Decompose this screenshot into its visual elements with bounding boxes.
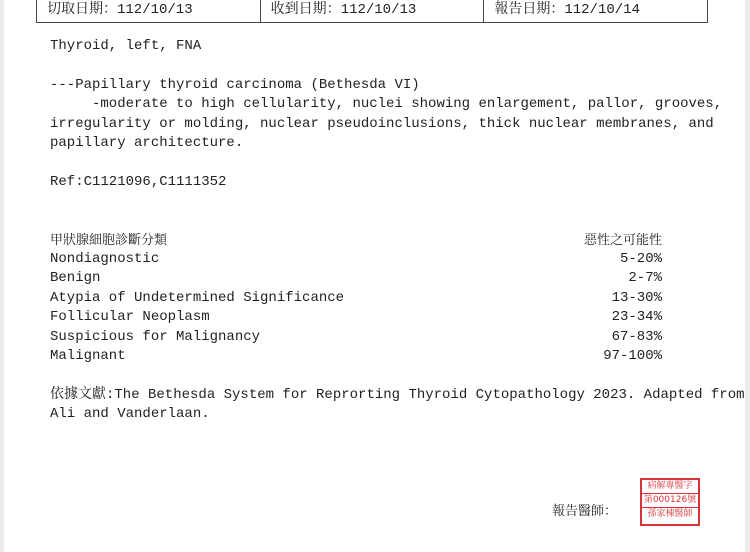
received-date: 收到日期：112/10/13 (261, 0, 485, 22)
date-header-table (36, 0, 708, 23)
category: Nondiagnostic (50, 251, 160, 267)
risk: 2-7% (628, 270, 662, 286)
category: Benign (50, 270, 101, 286)
risk: 97-100% (603, 348, 662, 364)
category: Follicular Neoplasm (50, 309, 210, 325)
category: Atypia of Undetermined Significance (50, 290, 345, 306)
reference-line: Ali and Vanderlaan. (50, 406, 210, 422)
stamp-line: 病解專醫字 (642, 480, 698, 494)
stamp-line: 孫家棟醫師 (647, 509, 693, 519)
description-line: irregularity or molding, nuclear pseudoinclusions, thick nuclear membranes, and (50, 116, 714, 132)
category: Malignant (50, 348, 126, 364)
table-header-category: 甲狀腺細胞診斷分類 (50, 233, 168, 248)
page-edge-left (0, 0, 4, 552)
risk: 5-20% (619, 251, 662, 267)
ref-numbers: Ref:C1121096,C1111352 (50, 174, 227, 190)
risk: 67-83% (611, 329, 662, 345)
page-edge-right (745, 0, 750, 552)
diagnosis: ---Papillary thyroid carcinoma (Bethesda VI) (50, 77, 420, 93)
cut-date: 切取日期：112/10/13 (37, 0, 261, 22)
signature-label: 報告醫師： (552, 504, 618, 519)
doctor-seal-stamp (640, 478, 700, 526)
category: Suspicious for Malignancy (50, 329, 261, 345)
description-line: -moderate to high cellularity, nuclei showing enlargement, pallor, grooves, (50, 96, 723, 112)
risk: 13-30% (611, 290, 662, 306)
reference-line: 依據文獻:The Bethesda System for Reprorting Thyroid Cytopathology 2023. Adapted from (50, 387, 745, 403)
specimen: Thyroid, left, FNA (50, 38, 202, 54)
risk: 23-34% (611, 309, 662, 325)
report-date: 報告日期：112/10/14 (494, 2, 640, 18)
description-line: papillary architecture. (50, 135, 244, 151)
table-header-risk: 惡性之可能性 (583, 233, 662, 248)
stamp-line: 第000126號 (642, 494, 698, 508)
